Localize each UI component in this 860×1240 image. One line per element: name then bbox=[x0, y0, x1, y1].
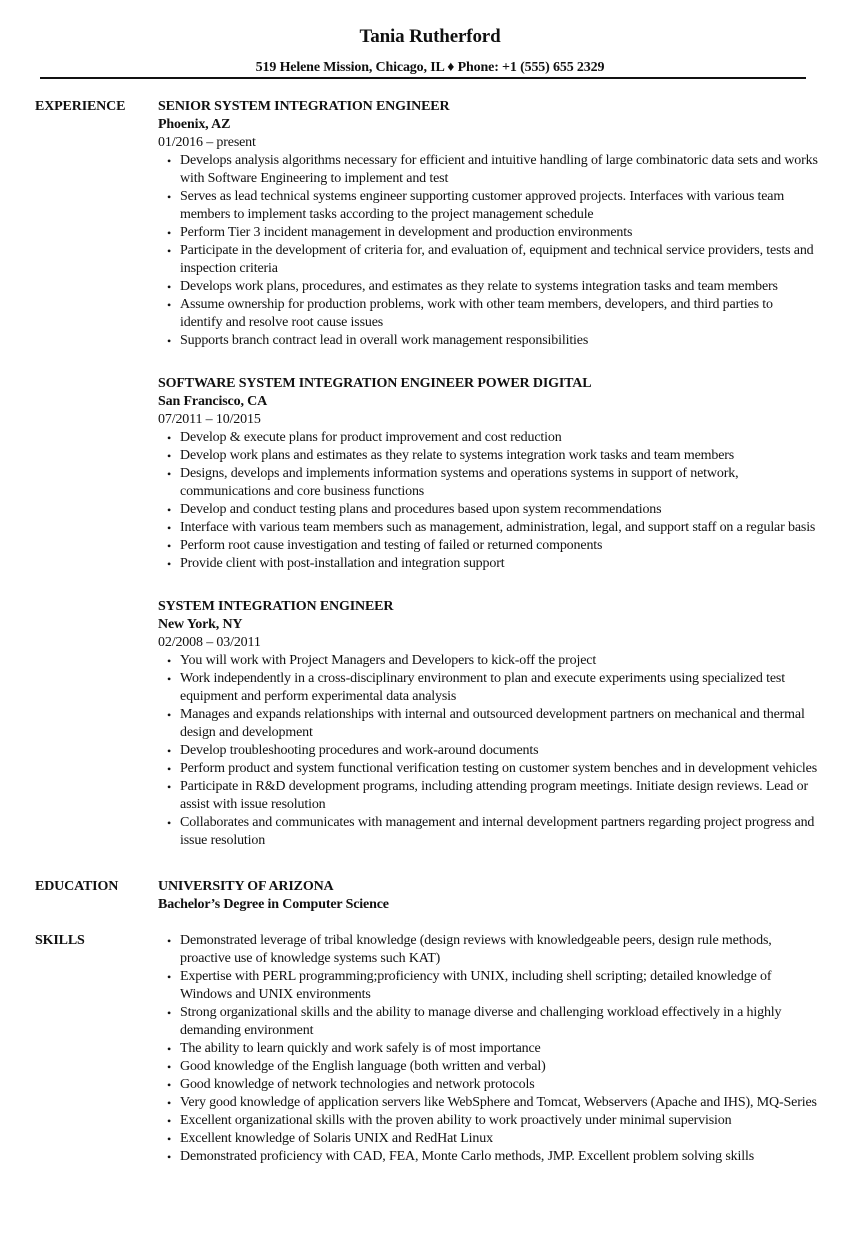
list-item: • Develop & execute plans for product improvement and cost reduction bbox=[158, 429, 818, 447]
list-item: • Develops analysis algorithms necessary for efficient and intuitive handling of large combinatoric data sets and works with Software Engineering to implement and test bbox=[158, 152, 818, 188]
list-item: • Good knowledge of network technologies and network protocols bbox=[158, 1076, 818, 1094]
list-item: • Supports branch contract lead in overall work management responsibilities bbox=[158, 332, 818, 350]
list-item: • Participate in the development of criteria for, and evaluation of, equipment and technical service providers, tests and inspection criteria bbox=[158, 242, 818, 278]
section-label: EDUCATION bbox=[35, 879, 119, 894]
job-dates: 07/2011 – 10/2015 bbox=[158, 412, 261, 427]
school-name: UNIVERSITY OF ARIZONA bbox=[158, 879, 334, 894]
list-item: • Interface with various team members such as management, administration, legal, and support staff on a regular basis bbox=[158, 519, 818, 537]
contact-info: 519 Helene Mission, Chicago, IL ♦ Phone: +1 (555) 655 2329 bbox=[255, 60, 605, 75]
list-item: • Assume ownership for production problems, work with other team members, developers, and third parties to identify and resolve root cause issues bbox=[158, 296, 818, 332]
job-entry bbox=[158, 598, 818, 850]
resume-body bbox=[0, 98, 860, 1166]
job-bullets bbox=[158, 652, 818, 850]
job-title: SYSTEM INTEGRATION ENGINEER bbox=[158, 599, 394, 614]
list-item: • Perform product and system functional verification testing on customer system benches and in development vehicles bbox=[158, 760, 818, 778]
list-item: • Perform Tier 3 incident management in development and production environments bbox=[158, 224, 818, 242]
job-bullets bbox=[158, 152, 818, 350]
list-item: • Collaborates and communicates with management and internal development partners regarding project progress and issue resolution bbox=[158, 814, 818, 850]
list-item: • You will work with Project Managers and Developers to kick-off the project bbox=[158, 652, 818, 670]
job-dates: 01/2016 – present bbox=[158, 135, 256, 150]
jobs-list bbox=[158, 98, 818, 850]
job-dates: 02/2008 – 03/2011 bbox=[158, 635, 261, 650]
list-item: • Develops work plans, procedures, and estimates as they relate to systems integration tasks and team members bbox=[158, 278, 818, 296]
list-item: • Designs, develops and implements information systems and operations systems in support of network, communications and core business functions bbox=[158, 465, 818, 501]
job-title: SOFTWARE SYSTEM INTEGRATION ENGINEER POWER DIGITAL bbox=[158, 376, 592, 391]
list-item: • Manages and expands relationships with internal and outsourced development partners on mechanical and thermal design and development bbox=[158, 706, 818, 742]
section-label: SKILLS bbox=[35, 933, 85, 948]
job-location: New York, NY bbox=[158, 617, 243, 632]
section-label: EXPERIENCE bbox=[35, 99, 126, 114]
list-item: • Demonstrated proficiency with CAD, FEA, Monte Carlo methods, JMP. Excellent problem solving skills bbox=[158, 1148, 818, 1166]
job-bullets bbox=[158, 429, 818, 573]
list-item: • Participate in R&D development programs, including attending program meetings. Initiate design reviews. Lead or assist with issue resolution bbox=[158, 778, 818, 814]
skills-list bbox=[158, 932, 818, 1166]
degree: Bachelor’s Degree in Computer Science bbox=[158, 897, 389, 912]
list-item: • Excellent knowledge of Solaris UNIX and RedHat Linux bbox=[158, 1130, 818, 1148]
job-location: Phoenix, AZ bbox=[158, 117, 231, 132]
skills-section bbox=[0, 932, 860, 1166]
list-item: • Demonstrated leverage of tribal knowledge (design reviews with knowledgeable peers, design rule methods, proactive use of knowledge systems such KAT) bbox=[158, 932, 818, 968]
job-location: San Francisco, CA bbox=[158, 394, 268, 409]
list-item: • Strong organizational skills and the ability to manage diverse and challenging workload effectively in a highly demanding environment bbox=[158, 1004, 818, 1040]
job-entry bbox=[158, 98, 818, 350]
list-item: • Good knowledge of the English language (both written and verbal) bbox=[158, 1058, 818, 1076]
education-section bbox=[0, 878, 860, 914]
header-divider bbox=[40, 77, 806, 79]
list-item: • The ability to learn quickly and work safely is of most importance bbox=[158, 1040, 818, 1058]
list-item: • Develop troubleshooting procedures and work-around documents bbox=[158, 742, 818, 760]
candidate-name: Tania Rutherford bbox=[359, 26, 501, 47]
list-item: • Perform root cause investigation and testing of failed or returned components bbox=[158, 537, 818, 555]
list-item: • Serves as lead technical systems engineer supporting customer approved projects. Interfaces with various team members to implement tasks according to the project management schedule bbox=[158, 188, 818, 224]
list-item: • Provide client with post-installation and integration support bbox=[158, 555, 818, 573]
list-item: • Develop and conduct testing plans and procedures based upon system recommendations bbox=[158, 501, 818, 519]
job-title: SENIOR SYSTEM INTEGRATION ENGINEER bbox=[158, 99, 450, 114]
list-item: • Expertise with PERL programming;proficiency with UNIX, including shell scripting; detailed knowledge of Windows and UNIX environments bbox=[158, 968, 818, 1004]
list-item: • Work independently in a cross-disciplinary environment to plan and execute experiments using specialized test equipment and perform experimental data analysis bbox=[158, 670, 818, 706]
experience-section bbox=[0, 98, 860, 850]
list-item: • Develop work plans and estimates as they relate to systems integration work tasks and team members bbox=[158, 447, 818, 465]
list-item: • Excellent organizational skills with the proven ability to work proactively under minimal supervision bbox=[158, 1112, 818, 1130]
list-item: • Very good knowledge of application servers like WebSphere and Tomcat, Webservers (Apache and IHS), MQ-Series bbox=[158, 1094, 818, 1112]
job-entry bbox=[158, 375, 818, 573]
